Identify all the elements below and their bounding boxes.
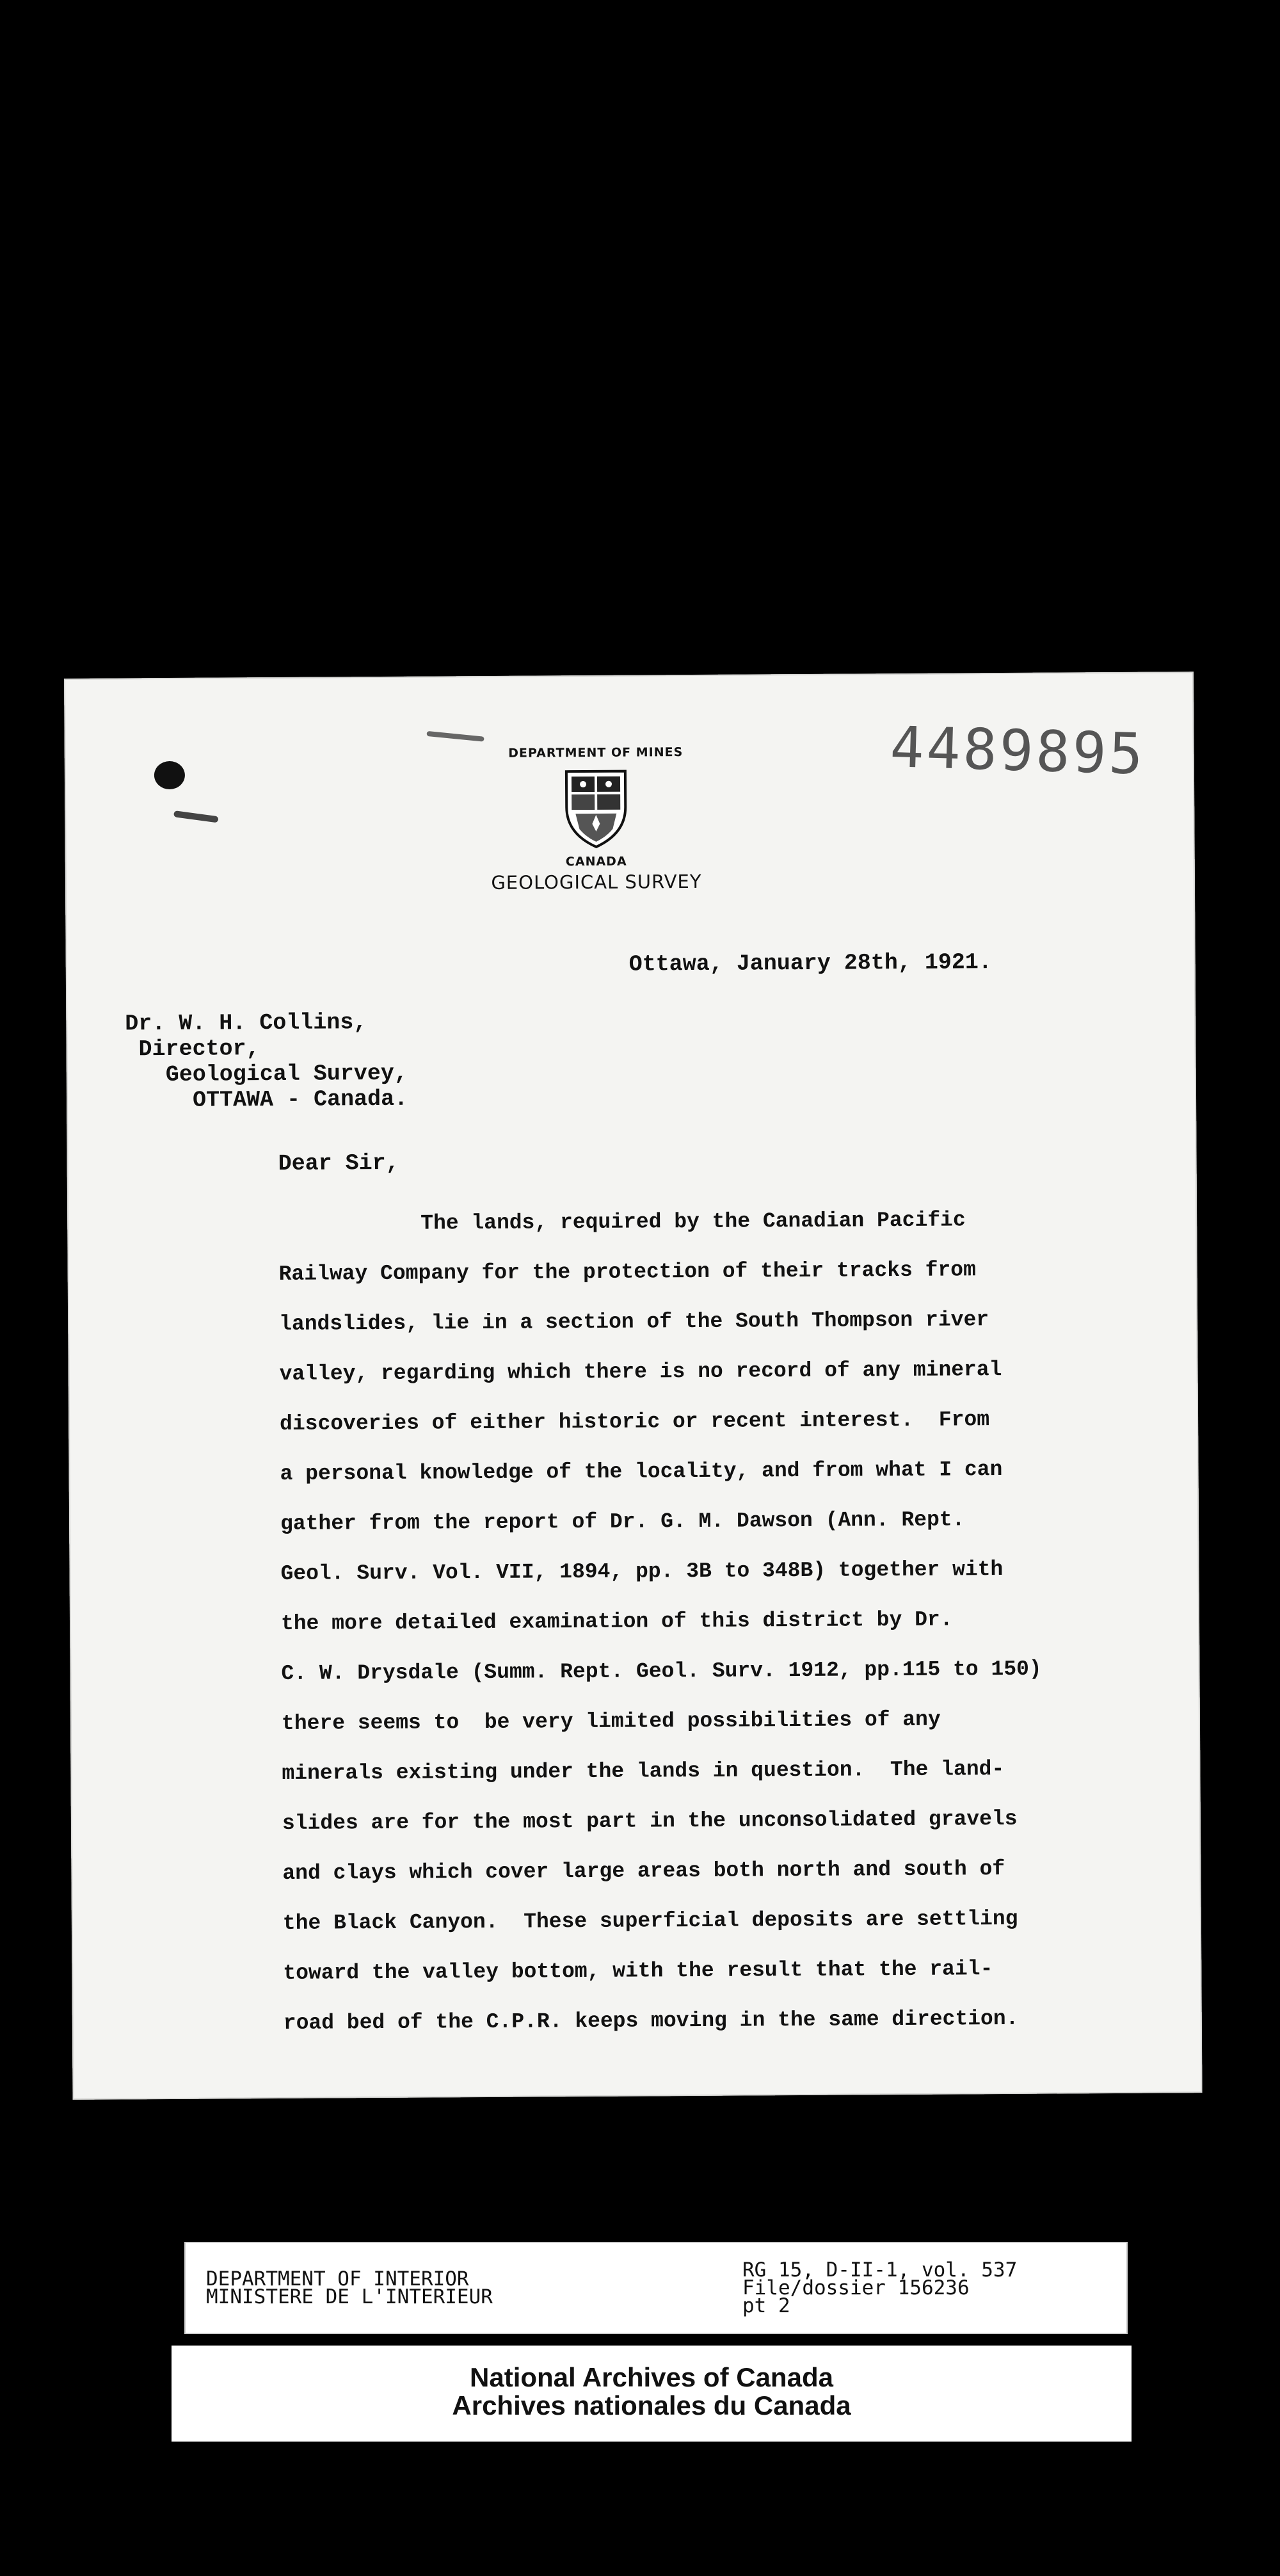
archive-institution-label xyxy=(172,2346,1132,2442)
address-line: OTTAWA - Canada. xyxy=(125,1086,408,1114)
body-line: a personal knowledge of the locality, and from what I can xyxy=(280,1458,1003,1486)
body-line: road bed of the C.P.R. keeps moving in the same direction. xyxy=(283,2006,1019,2035)
letter-salutation: Dear Sir, xyxy=(278,1150,399,1177)
address-line: Director, xyxy=(125,1036,260,1063)
body-line: slides are for the most part in the unconsolidated gravels xyxy=(282,1807,1018,1835)
coat-of-arms-icon xyxy=(563,768,630,850)
body-line: valley, regarding which there is no record of any mineral xyxy=(279,1358,1002,1386)
archive-reference-label xyxy=(184,2242,1128,2334)
stamped-file-number: 4489895 xyxy=(889,714,1146,787)
ink-smear-mark xyxy=(426,731,484,742)
ink-blot-mark xyxy=(154,761,185,789)
body-line: there seems to be very limited possibilities of any xyxy=(281,1707,941,1735)
letterhead-department: DEPARTMENT OF MINES xyxy=(508,745,684,761)
letterhead-country: CANADA xyxy=(565,854,627,869)
body-line: landslides, lie in a section of the South Thompson river xyxy=(279,1308,989,1336)
letter-page xyxy=(64,672,1203,2100)
address-line: Geological Survey, xyxy=(125,1060,408,1088)
archive-reference-line: pt 2 xyxy=(742,2294,790,2317)
body-line: C. W. Drysdale (Summ. Rept. Geol. Surv. 1912, pp.115 to 150) xyxy=(281,1657,1042,1686)
body-line: gather from the report of Dr. G. M. Dawson (Ann. Rept. xyxy=(280,1508,965,1536)
body-line: discoveries of either historic or recent interest. From xyxy=(280,1408,990,1436)
archive-department-line: MINISTERE DE L'INTERIEUR xyxy=(206,2285,493,2308)
body-line: Railway Company for the protection of their tracks from xyxy=(278,1258,976,1286)
body-line: The lands, required by the Canadian Pacific xyxy=(420,1208,966,1236)
letter-body xyxy=(278,1194,1192,2049)
body-line: the Black Canyon. These superficial deposits are settling xyxy=(282,1906,1018,1935)
body-line: minerals existing under the lands in question. The land- xyxy=(282,1757,1005,1785)
body-line: and clays which cover large areas both north and south of xyxy=(282,1857,1005,1885)
body-line: the more detailed examination of this district by Dr. xyxy=(280,1607,953,1636)
letterhead-survey: GEOLOGICAL SURVEY xyxy=(491,870,702,894)
body-line: toward the valley bottom, with the result that the rail- xyxy=(283,1957,993,1985)
archive-department-line: DEPARTMENT OF INTERIOR xyxy=(206,2267,469,2290)
archive-file-reference xyxy=(742,2258,1018,2317)
address-line: Dr. W. H. Collins, xyxy=(125,1010,367,1037)
archive-department xyxy=(206,2267,493,2308)
recipient-address xyxy=(125,1010,408,1114)
archive-reference-line: File/dossier 156236 xyxy=(742,2276,970,2299)
archive-name-english: National Archives of Canada xyxy=(470,2362,833,2392)
letterhead xyxy=(461,745,731,894)
archive-reference-line: RG 15, D-II-1, vol. 537 xyxy=(742,2258,1018,2282)
letter-dateline: Ottawa, January 28th, 1921. xyxy=(628,949,992,978)
archive-name-french: Archives nationales du Canada xyxy=(452,2390,851,2420)
ink-smear-mark xyxy=(173,810,219,823)
body-line: Geol. Surv. Vol. VII, 1894, pp. 3B to 348B) together with xyxy=(280,1558,1004,1586)
